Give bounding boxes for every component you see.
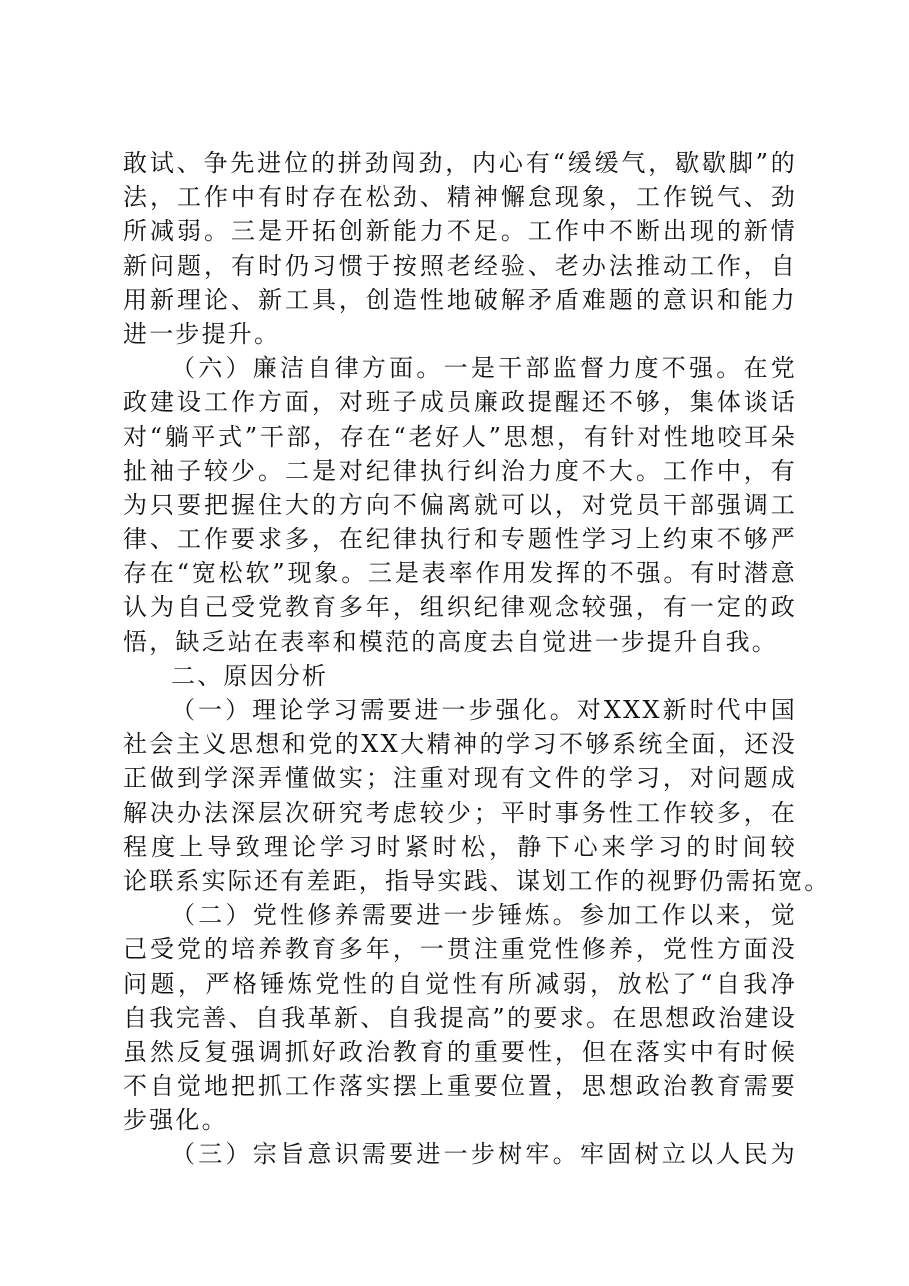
text-line: 新问题，有时仍习惯于按照老经验、老办法推动工作，自 — [123, 251, 797, 280]
text-line: 所减弱。三是开拓创新能力不足。工作中不断出现的新情 — [123, 217, 797, 246]
text-line: 社会主义思想和党的XX大精神的学习不够系统全面，还没 — [123, 730, 797, 759]
text-line: 正做到学深弄懂做实；注重对现有文件的学习，对问题成 — [123, 764, 797, 793]
text-line: 程度上导致理论学习时紧时松，静下心来学习的时间较 — [123, 832, 797, 861]
text-line: 进一步提升。 — [123, 319, 281, 348]
text-line: 政建设工作方面，对班子成员廉政提醒还不够，集体谈话 — [123, 388, 797, 417]
text-line: 敢试、争先进位的拼劲闯劲，内心有“缓缓气，歇歇脚”的 — [123, 149, 797, 177]
text-line: 自我完善、自我革新、自我提高”的要求。在思想政治建设 — [123, 1003, 797, 1032]
text-line: 步强化。 — [123, 1106, 228, 1135]
text-line: 认为自己受党教育多年，组织纪律观念较强，有一定的政 — [123, 593, 797, 622]
text-line: 为只要把握住大的方向不偏离就可以，对党员干部强调工 — [123, 490, 797, 519]
text-line: 悟，缺乏站在表率和模范的高度去自觉进一步提升自我。 — [123, 627, 778, 656]
text-line: （三）宗旨意识需要进一步树牢。牢固树立以人民为 — [171, 1140, 797, 1169]
text-line: 存在“宽松软”现象。三是表率作用发挥的不强。有时潜意 — [123, 559, 797, 588]
text-line: 己受党的培养教育多年，一贯注重党性修养，党性方面没 — [123, 935, 797, 964]
text-line: 扯袖子较少。二是对纪律执行纠治力度不大。工作中，有 — [123, 456, 797, 485]
text-line: （六）廉洁自律方面。一是干部监督力度不强。在党 — [171, 354, 797, 383]
text-line: 用新理论、新工具，创造性地破解矛盾难题的意识和能力 — [123, 285, 797, 314]
text-line: 解决办法深层次研究考虑较少；平时事务性工作较多，在 — [123, 798, 797, 827]
text-line: 论联系实际还有差距，指导实践、谋划工作的视野仍需拓宽。 — [123, 866, 831, 895]
text-line: 对“躺平式”干部，存在“老好人”思想，有针对性地咬耳朵 — [123, 422, 797, 451]
text-line: 二、原因分析 — [171, 661, 329, 690]
text-line: 虽然反复强调抓好政治教育的重要性，但在落实中有时候 — [123, 1037, 797, 1066]
text-line: （一）理论学习需要进一步强化。对XXX新时代中国 — [171, 696, 797, 724]
text-line: 问题，严格锤炼党性的自觉性有所减弱，放松了“自我净 — [123, 969, 797, 998]
text-line: 不自觉地把抓工作落实摆上重要位置，思想政治教育需要 — [123, 1072, 797, 1101]
text-line: （二）党性修养需要进一步锤炼。参加工作以来，觉 — [171, 901, 797, 930]
text-line: 法，工作中有时存在松劲、精神懈怠现象，工作锐气、劲 — [123, 183, 797, 212]
text-line: 律、工作要求多，在纪律执行和专题性学习上约束不够严 — [123, 525, 797, 554]
document-body — [123, 146, 831, 1172]
